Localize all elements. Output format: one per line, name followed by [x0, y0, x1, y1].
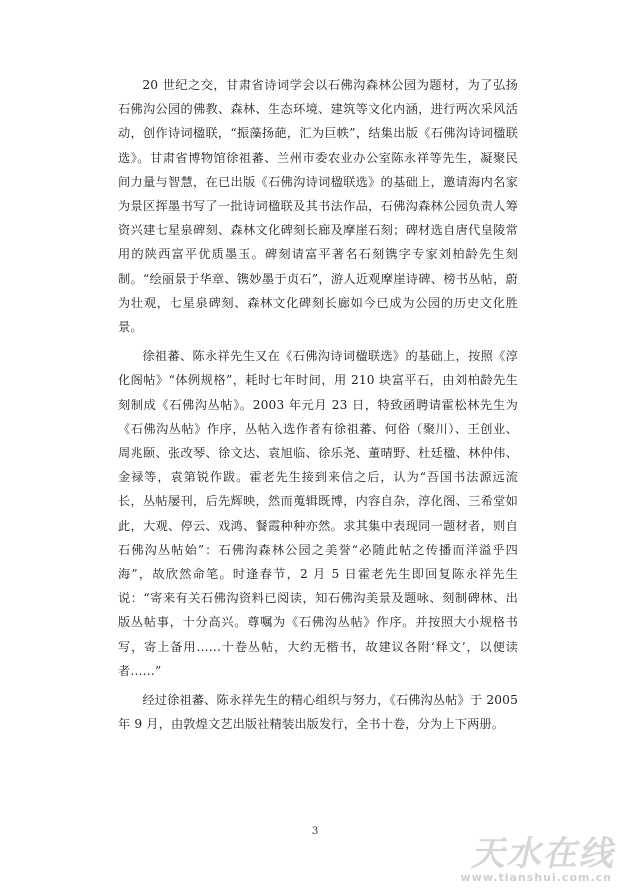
- watermark-logo: 天水在线: [469, 834, 622, 874]
- body-text: [118, 73, 518, 741]
- page-number: 3: [311, 826, 319, 837]
- watermark-url: www.tianshui.com.cn: [460, 871, 612, 884]
- site-watermark: [428, 826, 622, 886]
- paragraph-1: 20 世纪之交，甘肃省诗词学会以石佛沟森林公园为题材，为了弘扬石佛沟公园的佛教、森林、生态环境、建筑等文化内涵，进行两次采风活动，创作诗词楹联，“振藻扬葩，汇为巨帙”，结集出版《石佛沟诗词楹联选》。甘肃省博物馆徐祖蕃、兰州市委农业办公室陈永祥等先生，凝聚民间力量与智慧，在已出版《石佛沟诗词楹联选》的基础上，邀请海内名家为景区挥墨书写了一批诗词楹联及其书法作品，石佛沟森林公园负责人筹资兴建七星泉碑刻、森林文化碑刻长廊及摩崖石刻；碑材选自唐代皇陵常用的陕西富平优质墨玉。碑刻请富平著名石刻镌字专家刘柏龄先生刻制。“绘丽景于华章、镌妙墨于贞石”，游人近观摩崖诗碑、榜书丛帖，蔚为壮观，七星泉碑刻、森林文化碑刻长廊如今已成为公园的历史文化胜景。: [118, 78, 518, 335]
- paragraph-3: 经过徐祖蕃、陈永祥先生的精心组织与努力，《石佛沟丛帖》于 2005 年 9 月，由敦煌文艺出版社精装出版发行，全书十卷，分为上下两册。: [118, 693, 518, 732]
- paragraph-2: 徐祖蕃、陈永祥先生又在《石佛沟诗词楹联选》的基础上，按照《淳化阁帖》“体例规格”，耗时七年时间，用 210 块富平石，由刘柏龄先生刻制成《石佛沟丛帖》。2003 年元月 23 日，特致函聘请霍松林先生为《石佛沟丛帖》作序，丛帖入选作者有徐祖蕃、何俗（聚川）、王创业、周兆颐、张改琴、徐文达、袁旭临、徐乐尧、董晴野、杜廷楹、林仲伟、金禄等，袁第锐作跋。霍老先生接到来信之后，认为“吾国书法源远流长，丛帖屡刊，后先辉映，然而蒐辑既博，内容自杂，淳化阁、三希堂如此，大观、停云、戏鸿、餐霞种种亦然。求其集中表现同一题材者，则自石佛沟丛帖始”：石佛沟森林公园之美誉“必随此帖之传播而洋溢乎四海”，故欣然命笔。时逢春节，2 月 5 日霍老先生即回复陈永祥先生说：“寄来有关石佛沟资料已阅读，知石佛沟美景及题咏、刻制碑林、出版丛帖事，十分高兴。尊嘱为《石佛沟丛帖》作序。并按照大小规格书写，寄上备用……十卷丛帖，大约无楷书，故建议各附‘释文’，以便读者……”: [118, 349, 518, 678]
